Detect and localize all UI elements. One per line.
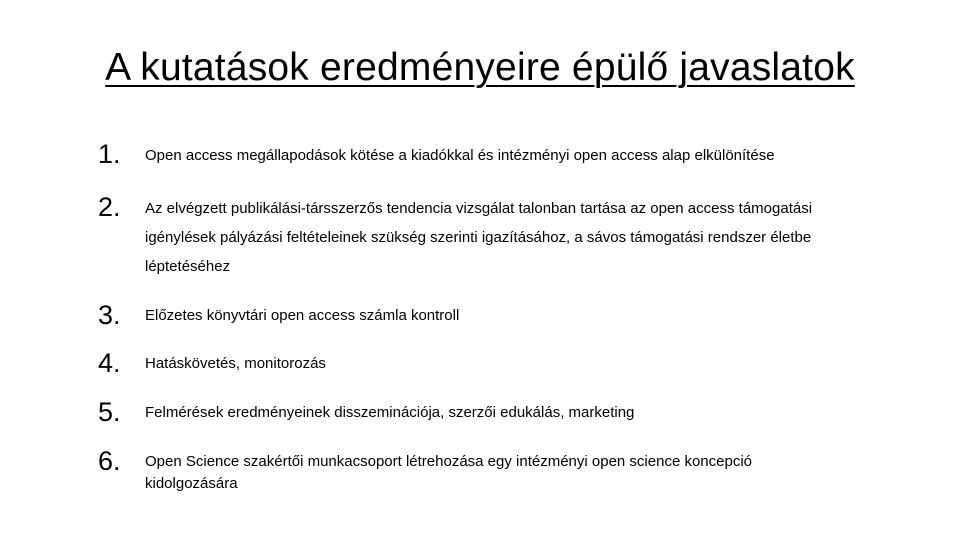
item-text: Előzetes könyvtári open access számla kontroll bbox=[145, 307, 460, 324]
item-text: Hatáskövetés, monitorozás bbox=[145, 355, 326, 372]
item-number: 2. bbox=[98, 192, 121, 222]
item-text: Open access megállapodások kötése a kiadókkal és intézményi open access alap elkülönítése bbox=[145, 147, 775, 164]
item-number: 4. bbox=[98, 348, 121, 378]
slide-title: A kutatások eredményeire épülő javaslatok bbox=[105, 46, 855, 89]
item-number: 1. bbox=[98, 139, 121, 169]
item-text: Az elvégzett publikálási-társszerzős tendencia vizsgálat talonban tartása az open access támogatási igénylések pályázási feltételeinek szükség szerinti igazításához, a sávos támogatási rendszer életbe léptetéséhez bbox=[145, 200, 813, 275]
item-number: 6. bbox=[98, 446, 121, 476]
item-number: 5. bbox=[98, 397, 121, 427]
item-text: Felmérések eredményeinek disszeminációja, szerzői edukálás, marketing bbox=[145, 404, 635, 421]
item-number: 3. bbox=[98, 300, 121, 330]
item-text: Open Science szakértői munkacsoport létrehozása egy intézményi open science koncepció kidolgozására bbox=[145, 453, 753, 492]
